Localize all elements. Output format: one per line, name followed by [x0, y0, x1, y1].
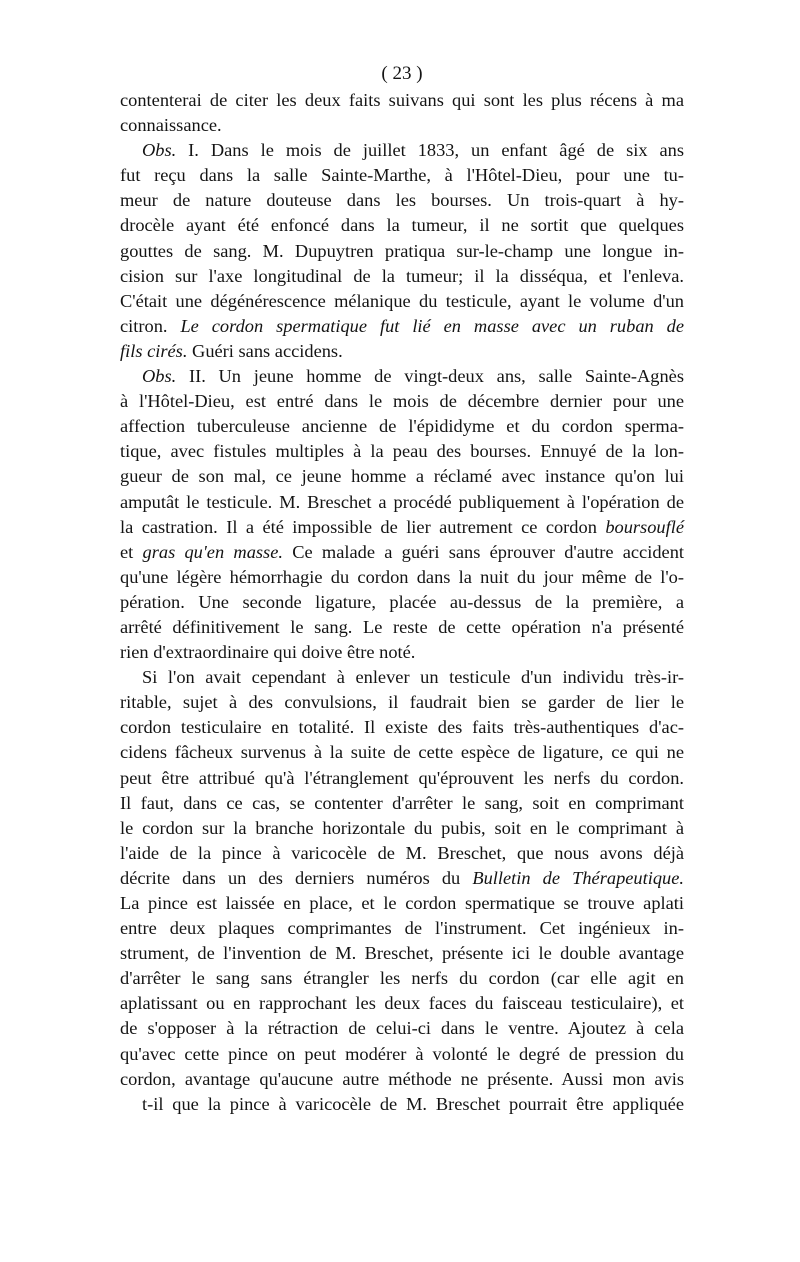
- text-line: l'aide de la pince à varicocèle de M. Breschet, que nous avons déjà: [120, 842, 684, 863]
- text-line: peut être attribué qu'à l'étranglement qu'éprouvent les nerfs du cordon.: [120, 767, 684, 788]
- text-line: qu'une légère hémorrhagie du cordon dans la nuit du jour même de l'o-: [120, 566, 684, 587]
- text-line: Si l'on avait cependant à enlever un testicule d'un individu très-ir-: [142, 667, 684, 688]
- text-line: tique, avec fistules multiples à la peau des bourses. Ennuyé de la lon-: [120, 441, 684, 462]
- text-line: meur de nature douteuse dans les bourses. Un trois-quart à hy-: [120, 190, 684, 211]
- text-line: cordon testiculaire en totalité. Il existe des faits très-authentiques d'ac-: [120, 717, 684, 738]
- text-line: qu'avec cette pince on peut modérer à volonté le degré de pression du: [120, 1043, 684, 1064]
- text-line: citron. Le cordon spermatique fut lié en masse avec un ruban de: [120, 315, 685, 336]
- text-line: strument, de l'invention de M. Breschet, présente ici le double avantage: [120, 943, 684, 964]
- text-line: aplatissant ou en rapprochant les deux faces du faisceau testiculaire), et: [120, 993, 684, 1014]
- text-line: à l'Hôtel-Dieu, est entré dans le mois de décembre dernier pour une: [120, 391, 684, 412]
- book-page: [120, 62, 684, 1117]
- text-line: arrêté définitivement le sang. Le reste de cette opération n'a présenté: [120, 616, 684, 637]
- text-line: gouttes de sang. M. Dupuytren pratiqua sur-le-champ une longue in-: [120, 240, 684, 261]
- text-line: C'était une dégénérescence mélanique du testicule, ayant le volume d'un: [120, 290, 684, 311]
- text-line: d'arrêter le sang sans étrangler les nerfs du cordon (car elle agit en: [120, 968, 684, 989]
- text-line: entre deux plaques comprimantes de l'instrument. Cet ingénieux in-: [120, 918, 684, 939]
- text-line: Obs. I. Dans le mois de juillet 1833, un enfant âgé de six ans: [142, 140, 684, 161]
- text-line: affection tuberculeuse ancienne de l'épididyme et du cordon sperma-: [120, 416, 684, 437]
- text-line: La pince est laissée en place, et le cordon spermatique se trouve aplati: [120, 893, 684, 913]
- text-line: t-il que la pince à varicocèle de M. Breschet pourrait être appliquée: [142, 1093, 684, 1114]
- text-line: drocèle ayant été enfoncé dans la tumeur, il ne sortit que quelques: [120, 215, 684, 236]
- text-line: gueur de son mal, ce jeune homme a réclamé avec instance qu'on lui: [120, 466, 684, 487]
- text-line: amputât le testicule. M. Breschet a procédé publiquement à l'opération de: [120, 491, 684, 512]
- text-line: cision sur l'axe longitudinal de la tumeur; il la disséqua, et l'enleva.: [120, 265, 684, 286]
- text-line: le cordon sur la branche horizontale du pubis, soit en le comprimant à: [120, 817, 684, 838]
- text-line: de s'opposer à la rétraction de celui-ci dans le ventre. Ajoutez à cela: [120, 1018, 684, 1039]
- page-number: ( 23 ): [381, 63, 423, 84]
- body-text: [120, 88, 684, 1117]
- text-line: la castration. Il a été impossible de lier autrement ce cordon boursouflé: [120, 516, 684, 537]
- text-line: pération. Une seconde ligature, placée au-dessus de la première, a: [120, 591, 684, 612]
- text-line: fut reçu dans la salle Sainte-Marthe, à l'Hôtel-Dieu, pour une tu-: [120, 165, 684, 186]
- text-line: connaissance.: [120, 115, 222, 136]
- text-line: cidens fâcheux survenus à la suite de cette espèce de ligature, ce qui ne: [120, 742, 684, 763]
- text-line: Il faut, dans ce cas, se contenter d'arrêter le sang, soit en comprimant: [120, 792, 684, 813]
- text-line: contenterai de citer les deux faits suivans qui sont les plus récens à ma: [120, 90, 684, 110]
- text-line: ritable, sujet à des convulsions, il faudrait bien se garder de lier le: [120, 692, 684, 713]
- text-line: cordon, avantage qu'aucune autre méthode ne présente. Aussi mon avis: [120, 1068, 684, 1089]
- text-line: et gras qu'en masse. Ce malade a guéri sans éprouver d'autre accident: [120, 541, 684, 562]
- text-line: décrite dans un des derniers numéros du Bulletin de Thérapeutique.: [120, 867, 684, 888]
- text-line: fils cirés. Guéri sans accidens.: [120, 340, 343, 361]
- text-line: Obs. II. Un jeune homme de vingt-deux ans, salle Sainte-Agnès: [142, 366, 684, 387]
- text-line: rien d'extraordinaire qui doive être noté.: [120, 642, 416, 663]
